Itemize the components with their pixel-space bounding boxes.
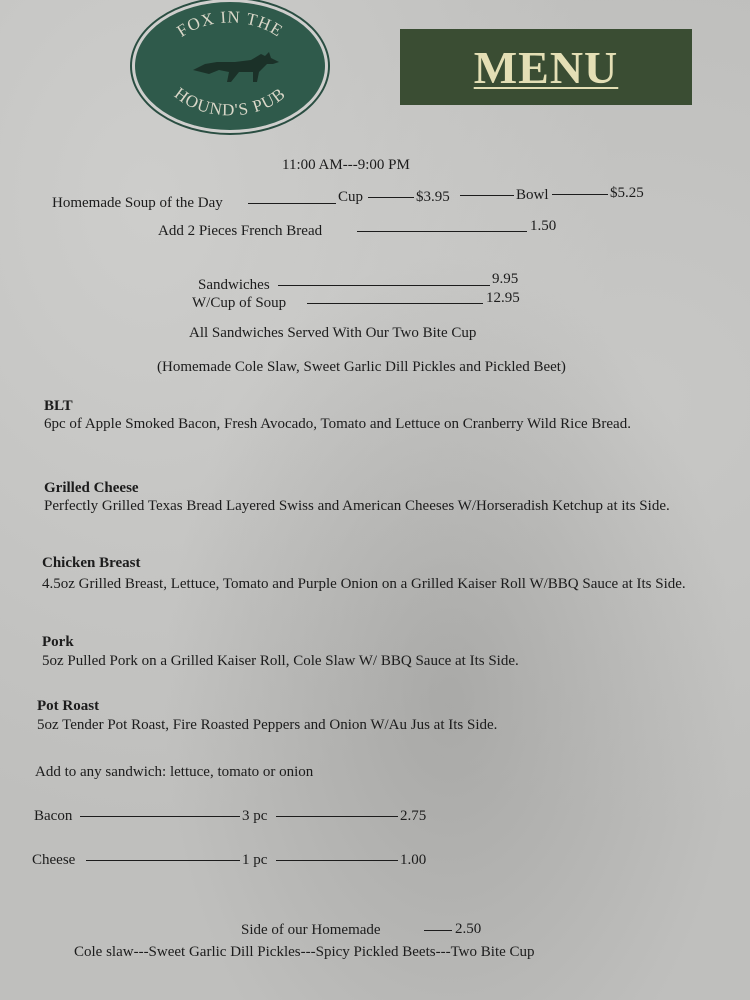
soup-bowl-price: $5.25 (610, 185, 644, 201)
item-name: Pork (42, 634, 74, 650)
item-name: BLT (44, 398, 73, 414)
fox-logo-icon (135, 2, 325, 130)
leader-line (86, 860, 240, 861)
bread-label: Add 2 Pieces French Bread (158, 223, 323, 239)
pub-logo (135, 2, 325, 130)
soup-bowl-label: Bowl (516, 187, 549, 203)
served-with-detail: (Homemade Cole Slaw, Sweet Garlic Dill Pickles and Pickled Beet) (157, 359, 566, 375)
soup-label: Homemade Soup of the Day (52, 195, 223, 211)
logo-line-2: HOUND'S PUB (170, 83, 290, 120)
item-description: 5oz Pulled Pork on a Grilled Kaiser Roll, Cole Slaw W/ BBQ Sauce at Its Side. (42, 653, 519, 669)
leader-line (248, 203, 336, 204)
item-name: Grilled Cheese (44, 480, 139, 496)
item-description: Perfectly Grilled Texas Bread Layered Swiss and American Cheeses W/Horseradish Ketchup at its Side. (44, 498, 670, 514)
item-name: Pot Roast (37, 698, 100, 714)
leader-line (276, 860, 398, 861)
leader-line (80, 816, 240, 817)
leader-line (424, 930, 452, 931)
item-description: 4.5oz Grilled Breast, Lettuce, Tomato and Purple Onion on a Grilled Kaiser Roll W/BBQ Sauce at Its Side. (42, 576, 686, 592)
served-with: All Sandwiches Served With Our Two Bite Cup (189, 325, 477, 341)
leader-line (460, 195, 514, 196)
side-label: Side of our Homemade (241, 922, 381, 938)
hours: 11:00 AM---9:00 PM (282, 157, 410, 173)
menu-title-box (400, 29, 692, 105)
addons-note: Add to any sandwich: lettuce, tomato or onion (35, 764, 314, 780)
soup-cup-price: $3.95 (416, 189, 450, 205)
sandwich-price-label: W/Cup of Soup (192, 295, 287, 311)
addon-qty: 1 pc (242, 852, 268, 868)
item-description: 5oz Tender Pot Roast, Fire Roasted Peppers and Onion W/Au Jus at Its Side. (37, 717, 498, 733)
leader-line (276, 816, 398, 817)
side-items: Cole slaw---Sweet Garlic Dill Pickles---Spicy Pickled Beets---Two Bite Cup (74, 944, 535, 960)
leader-line (357, 231, 527, 232)
sandwich-price-label: Sandwiches (198, 277, 270, 293)
bread-price: 1.50 (530, 218, 557, 234)
side-price: 2.50 (455, 921, 482, 937)
logo-line-1: FOX IN THE (173, 7, 287, 41)
addon-label: Bacon (34, 808, 73, 824)
soup-cup-label: Cup (338, 189, 364, 205)
addon-qty: 3 pc (242, 808, 268, 824)
leader-line (278, 285, 490, 286)
sandwich-price: 12.95 (486, 290, 520, 306)
sandwich-price: 9.95 (492, 271, 519, 287)
addon-label: Cheese (32, 852, 76, 868)
item-name: Chicken Breast (42, 555, 141, 571)
addon-price: 1.00 (400, 852, 427, 868)
addon-price: 2.75 (400, 808, 427, 824)
menu-title: MENU (473, 41, 619, 93)
leader-line (552, 194, 608, 195)
leader-line (307, 303, 483, 304)
leader-line (368, 197, 414, 198)
item-description: 6pc of Apple Smoked Bacon, Fresh Avocado, Tomato and Lettuce on Cranberry Wild Rice Bread. (44, 416, 631, 432)
